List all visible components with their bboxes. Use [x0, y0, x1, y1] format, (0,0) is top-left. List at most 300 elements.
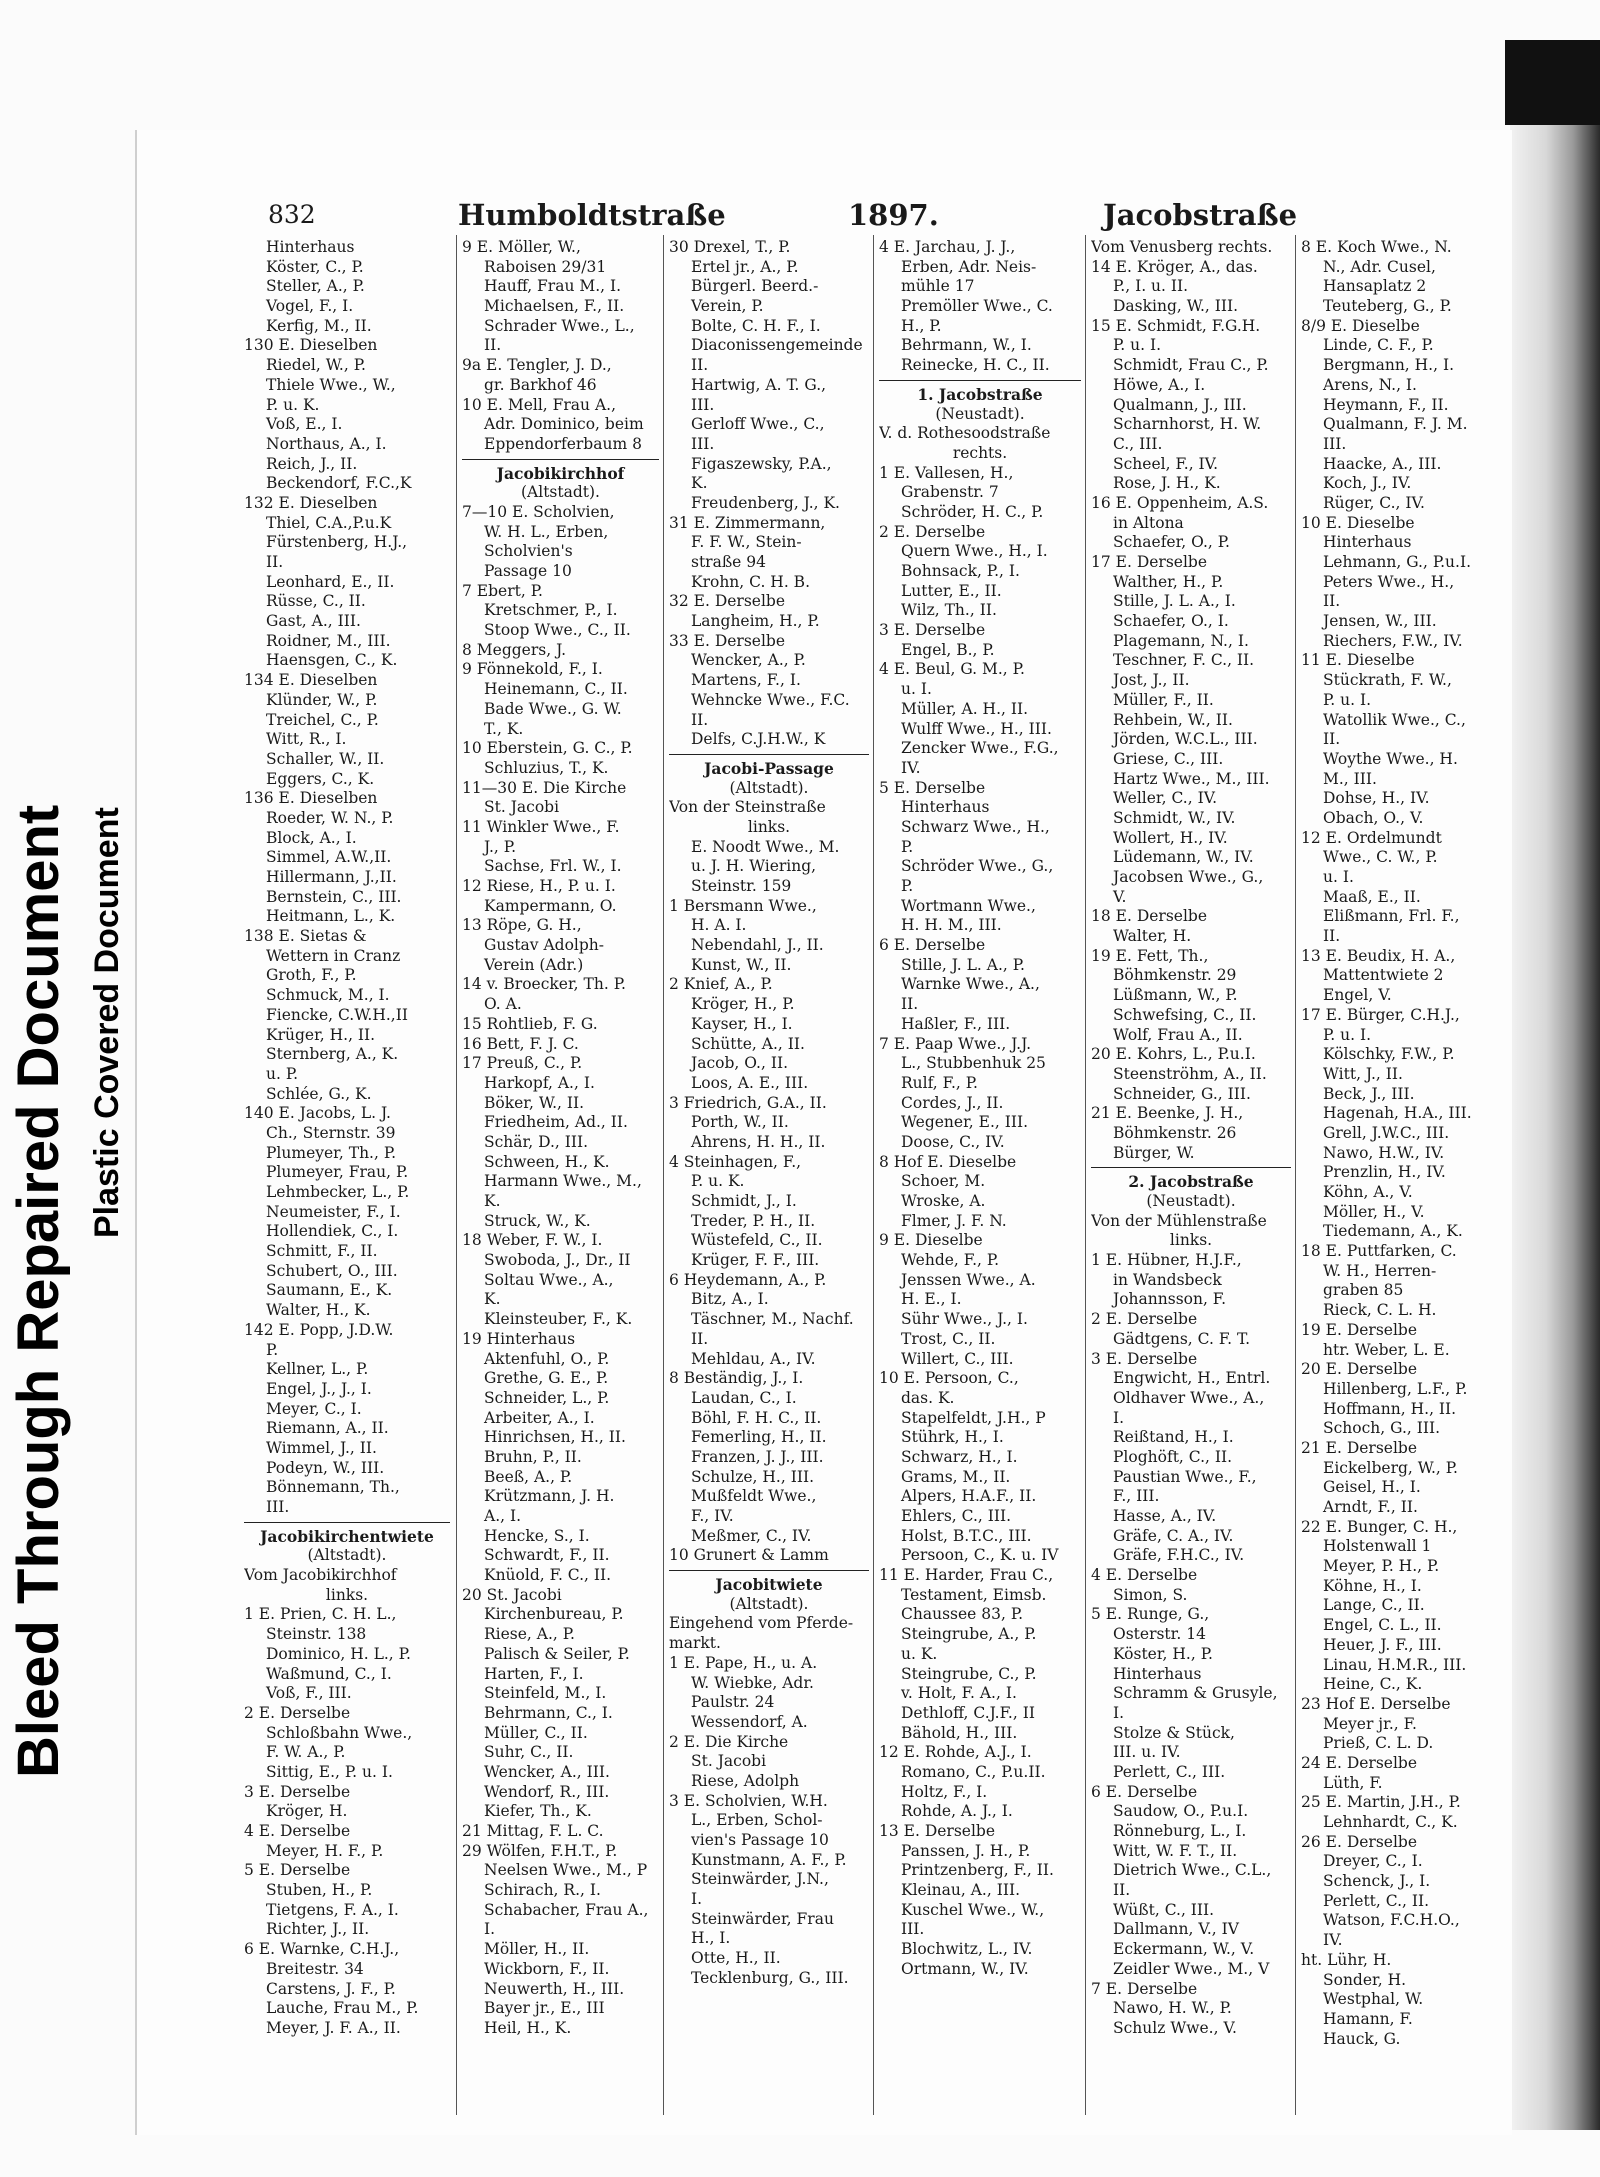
- resident-entry: Köster, C., P.: [266, 257, 364, 276]
- resident-entry: Schmidt, W., IV.: [1113, 808, 1236, 827]
- resident-entry: Watollik Wwe., C.,: [1323, 710, 1466, 729]
- resident-entry: Oldhaver Wwe., A.,: [1113, 1388, 1265, 1407]
- resident-entry: Bernstein, C., III.: [266, 887, 402, 906]
- resident-entry: Peters Wwe., H.,: [1323, 572, 1455, 591]
- resident-entry: Perlett, C., III.: [1113, 1762, 1226, 1781]
- address-entry: 29 Wölfen, F.H.T., P.: [462, 1841, 618, 1860]
- resident-entry: Johannsson, F.: [1113, 1290, 1227, 1309]
- resident-entry: Jensen, W., III.: [1323, 612, 1437, 631]
- resident-entry: I.: [1113, 1408, 1125, 1427]
- book-edge-tab: [1505, 40, 1600, 125]
- resident-entry: Möller, H., V.: [1323, 1202, 1425, 1221]
- address-entry: 20 St. Jacobi: [462, 1585, 562, 1604]
- resident-entry: Hansaplatz 2: [1323, 277, 1427, 296]
- resident-entry: Haßler, F., III.: [901, 1014, 1011, 1033]
- resident-entry: Printzenberg, F., II.: [901, 1861, 1054, 1880]
- resident-entry: Mußfeldt Wwe.,: [691, 1487, 817, 1506]
- resident-entry: Alpers, H.A.F., II.: [901, 1487, 1037, 1506]
- resident-entry: Tietgens, F. A., I.: [266, 1900, 399, 1919]
- resident-entry: Grell, J.W.C., III.: [1323, 1123, 1450, 1142]
- resident-entry: Scharnhorst, H. W.: [1113, 415, 1262, 434]
- resident-entry: Adr. Dominico, beim: [484, 415, 644, 434]
- resident-entry: Teschner, F. C., II.: [1113, 651, 1255, 670]
- resident-entry: Schwardt, F., II.: [484, 1546, 610, 1565]
- address-entry: 134 E. Dieselben: [244, 671, 378, 690]
- resident-entry: Kröger, H., P.: [691, 995, 795, 1014]
- resident-entry: Schrader Wwe., L.,: [484, 316, 635, 335]
- column-rule: [1085, 235, 1086, 2115]
- address-entry: 132 E. Dieselben: [244, 493, 378, 512]
- resident-entry: Schoer, M.: [901, 1172, 986, 1191]
- resident-entry: Lauche, Frau M., P.: [266, 1999, 419, 2018]
- address-entry: 19 E. Fett, Th.,: [1091, 946, 1209, 965]
- address-entry: 15 Rohtlieb, F. G.: [462, 1014, 598, 1033]
- resident-entry: Tiedemann, A., K.: [1323, 1222, 1463, 1241]
- resident-entry: Dasking, W., III.: [1113, 297, 1239, 316]
- resident-entry: Chaussee 83, P.: [901, 1605, 1024, 1624]
- resident-entry: Beck, J., III.: [1323, 1084, 1415, 1103]
- resident-entry: Hinterhaus: [1323, 533, 1412, 552]
- address-entry: 25 E. Martin, J.H., P.: [1301, 1793, 1461, 1812]
- resident-entry: Lehmbecker, L., P.: [266, 1183, 410, 1201]
- resident-entry: Wehncke Wwe., F.C.: [691, 690, 850, 709]
- resident-entry: Willert, C., III.: [901, 1349, 1014, 1368]
- resident-entry: Beeß, A., P.: [484, 1467, 573, 1486]
- resident-entry: Steingrube, A., P.: [901, 1625, 1037, 1644]
- address-entry: ht. Lühr, H.: [1301, 1950, 1392, 1969]
- address-entry: 1 E. Prien, C. H. L.,: [244, 1605, 397, 1624]
- resident-entry: Schaller, W., II.: [266, 749, 385, 768]
- resident-entry: Kröger, H.: [266, 1802, 348, 1821]
- resident-entry: Mehldau, A., IV.: [691, 1349, 816, 1368]
- resident-entry: Saudow, O., P.u.I.: [1113, 1802, 1249, 1821]
- resident-entry: Block, A., I.: [266, 828, 357, 847]
- address-entry: 9a E. Tengler, J. D.,: [462, 356, 612, 375]
- resident-entry: Rehbein, W., II.: [1113, 710, 1233, 729]
- resident-entry: Hasse, A., IV.: [1113, 1507, 1217, 1525]
- right-street-heading: Jacobstraße: [1103, 198, 1298, 232]
- resident-entry: Podeyn, W., III.: [266, 1458, 385, 1477]
- resident-entry: H. H. M., III.: [901, 916, 1002, 935]
- address-entry: 17 E. Bürger, C.H.J.,: [1301, 1005, 1460, 1024]
- section-heading: 2. Jacobstraße: [1128, 1172, 1254, 1192]
- address-entry: 138 E. Sietas &: [244, 927, 367, 946]
- resident-entry: htr. Weber, L. E.: [1323, 1340, 1450, 1359]
- resident-entry: gr. Barkhof 46: [484, 375, 597, 394]
- resident-entry: Schneider, L., P.: [484, 1388, 610, 1407]
- resident-entry: V.: [1113, 887, 1127, 906]
- resident-entry: Kretschmer, P., I.: [484, 601, 618, 620]
- resident-entry: Steinwärder, Frau: [691, 1909, 834, 1928]
- resident-entry: Saumann, E., K.: [266, 1281, 393, 1300]
- resident-entry: Riese, Adolph: [691, 1771, 800, 1790]
- resident-entry: Beckendorf, F.C.,K: [266, 474, 412, 493]
- address-entry: Vom Jacobikirchhof: [244, 1566, 397, 1585]
- resident-entry: Grabenstr. 7: [901, 483, 999, 502]
- resident-entry: Jörden, W.C.L., III.: [1113, 730, 1258, 749]
- resident-entry: Reich, J., II.: [266, 454, 358, 473]
- resident-entry: Neelsen Wwe., M., P: [484, 1861, 648, 1880]
- address-entry: 12 E. Ordelmundt: [1301, 828, 1442, 847]
- resident-entry: P. u. K.: [266, 395, 320, 414]
- resident-entry: Hauff, Frau M., I.: [484, 277, 622, 296]
- section-subheading: links.: [747, 817, 791, 836]
- resident-entry: Eppendorferbaum 8: [484, 434, 642, 453]
- resident-entry: Gast, A., III.: [266, 612, 361, 631]
- resident-entry: O. A.: [484, 995, 522, 1014]
- resident-entry: Dreyer, C., I.: [1323, 1852, 1423, 1871]
- section-subheading: (Altstadt).: [307, 1546, 387, 1565]
- address-entry: 10 Grunert & Lamm: [669, 1546, 829, 1565]
- resident-entry: Groth, F., P.: [266, 966, 357, 985]
- resident-entry: Walther, H., P.: [1113, 572, 1224, 591]
- resident-entry: Laudan, C., I.: [691, 1388, 797, 1407]
- address-entry: 3 E. Scholvien, W.H.: [669, 1791, 828, 1810]
- resident-entry: Böhl, F. H. C., II.: [691, 1408, 822, 1427]
- resident-entry: Schluzius, T., K.: [484, 758, 609, 777]
- resident-entry: Treder, P. H., II.: [691, 1211, 816, 1230]
- resident-entry: II.: [691, 710, 709, 729]
- address-entry: 136 E. Dieselben: [244, 789, 378, 808]
- address-entry: 2 E. Derselbe: [244, 1703, 351, 1722]
- address-entry: 30 Drexel, T., P.: [669, 238, 791, 256]
- address-entry: 3 Friedrich, G.A., II.: [669, 1093, 827, 1112]
- resident-entry: Wüstefeld, C., II.: [691, 1231, 823, 1250]
- resident-entry: Kellner, L., P.: [266, 1360, 369, 1379]
- resident-entry: Witt, R., I.: [266, 730, 347, 749]
- resident-entry: mühle 17: [901, 277, 975, 296]
- address-entry: 11 E. Dieselbe: [1301, 651, 1415, 670]
- resident-entry: I.: [691, 1890, 703, 1909]
- column-rule: [1295, 235, 1296, 2115]
- resident-entry: Schaefer, O., I.: [1113, 612, 1229, 631]
- resident-entry: Jost, J., II.: [1113, 671, 1190, 690]
- resident-entry: Wollert, H., IV.: [1113, 828, 1228, 847]
- resident-entry: Kiefer, Th., K.: [484, 1802, 592, 1821]
- section-subheading: (Altstadt).: [729, 778, 809, 797]
- address-entry: 19 Hinterhaus: [462, 1329, 576, 1348]
- resident-entry: Engel, C. L., II.: [1323, 1616, 1442, 1635]
- resident-entry: Eickelberg, W., P.: [1323, 1458, 1458, 1477]
- resident-entry: Schloßbahn Wwe.,: [266, 1723, 413, 1742]
- resident-entry: Hauck, G.: [1323, 2029, 1401, 2048]
- resident-entry: Wickborn, F., II.: [484, 1959, 610, 1978]
- address-entry: 2 E. Die Kirche: [669, 1732, 789, 1751]
- resident-entry: Jenssen Wwe., A.: [901, 1270, 1036, 1289]
- resident-entry: St. Jacobi: [484, 798, 560, 817]
- resident-entry: Raboisen 29/31: [484, 257, 607, 276]
- resident-entry: H. A. I.: [691, 916, 747, 935]
- resident-entry: Stoop Wwe., C., II.: [484, 621, 631, 640]
- resident-entry: Hillermann, J.,II.: [266, 868, 397, 886]
- resident-entry: F. F. W., Stein-: [691, 533, 802, 552]
- resident-entry: F. W. A., P.: [266, 1743, 346, 1762]
- resident-entry: Meyer jr., F.: [1323, 1714, 1417, 1733]
- resident-entry: Harmann Wwe., M.,: [484, 1172, 642, 1191]
- address-entry: 4 E. Derselbe: [1091, 1566, 1198, 1585]
- resident-entry: P.: [901, 837, 914, 856]
- address-entry: 18 E. Puttfarken, C.: [1301, 1242, 1457, 1261]
- resident-entry: Böker, W., II.: [484, 1093, 585, 1112]
- section-subheading: rechts.: [952, 443, 1008, 462]
- address-entry: Eingehend vom Pferde-: [669, 1614, 854, 1633]
- resident-entry: in Altona: [1113, 513, 1184, 532]
- address-entry: 10 Eberstein, G. C., P.: [462, 739, 633, 758]
- resident-entry: L., Stubbenhuk 25: [901, 1054, 1046, 1073]
- section-subheading: (Altstadt).: [521, 483, 600, 502]
- resident-entry: Osterstr. 14: [1113, 1625, 1206, 1644]
- resident-entry: u. K.: [901, 1644, 938, 1663]
- resident-entry: Quern Wwe., H., I.: [901, 542, 1048, 561]
- resident-entry: Schmitt, F., II.: [266, 1242, 378, 1261]
- resident-entry: Steingrube, C., P.: [901, 1664, 1037, 1683]
- resident-entry: Wolf, Frau A., II.: [1113, 1025, 1243, 1044]
- resident-entry: Schär, D., III.: [484, 1132, 589, 1151]
- resident-entry: Maaß, E., II.: [1323, 887, 1421, 906]
- section-divider: [879, 380, 1081, 381]
- resident-entry: Böhmkenstr. 29: [1113, 966, 1237, 985]
- resident-entry: Steinstr. 138: [266, 1625, 367, 1644]
- resident-entry: Geisel, H., I.: [1323, 1478, 1421, 1497]
- resident-entry: P. u. I.: [1323, 690, 1372, 709]
- resident-entry: H., I.: [691, 1929, 731, 1948]
- address-entry: 26 E. Derselbe: [1301, 1832, 1418, 1851]
- resident-entry: Heine, C., K.: [1323, 1675, 1423, 1694]
- resident-entry: Franzen, J. J., III.: [691, 1447, 824, 1466]
- resident-entry: Heitmann, L., K.: [266, 907, 396, 926]
- address-entry: 3 E. Derselbe: [879, 621, 986, 640]
- resident-entry: Müller, C., II.: [484, 1723, 588, 1742]
- resident-entry: N., Adr. Cusel,: [1323, 257, 1436, 276]
- resident-entry: Köhne, H., I.: [1323, 1576, 1422, 1595]
- resident-entry: Krützmann, J. H.: [484, 1487, 615, 1506]
- resident-entry: Linau, H.M.R., III.: [1323, 1655, 1467, 1674]
- resident-entry: Simon, S.: [1113, 1585, 1188, 1604]
- resident-entry: Gustav Adolph-: [484, 936, 605, 955]
- address-entry: 8/9 E. Dieselbe: [1301, 316, 1420, 335]
- directory-column-2: [462, 238, 659, 2039]
- address-entry: 4 E. Jarchau, J. J.,: [879, 238, 1016, 256]
- resident-entry: Sühr Wwe., J., I.: [901, 1310, 1028, 1329]
- resident-entry: Schmidt, J., I.: [691, 1192, 797, 1210]
- resident-entry: H., P.: [901, 316, 942, 335]
- resident-entry: Grams, M., II.: [901, 1467, 1011, 1486]
- resident-entry: Delfs, C.J.H.W., K: [691, 730, 826, 749]
- address-entry: 23 Hof E. Derselbe: [1301, 1694, 1451, 1713]
- resident-entry: II.: [691, 356, 709, 375]
- address-entry: 17 E. Derselbe: [1091, 553, 1208, 571]
- resident-entry: Bade Wwe., G. W.: [484, 699, 622, 718]
- section-heading: Jacobikirchhof: [496, 463, 625, 483]
- resident-entry: Hartwig, A. T. G.,: [691, 375, 827, 394]
- resident-entry: Müller, F., II.: [1113, 690, 1214, 709]
- resident-entry: Heinemann, C., II.: [484, 680, 628, 699]
- directory-column-3: [669, 238, 869, 1989]
- resident-entry: Stapelfeldt, J.H., P: [901, 1408, 1046, 1427]
- resident-entry: T., K.: [484, 719, 524, 738]
- resident-entry: Carstens, J. F., P.: [266, 1979, 396, 1998]
- resident-entry: II.: [484, 336, 502, 355]
- resident-entry: Eckermann, W., V.: [1113, 1940, 1255, 1959]
- resident-entry: Rohde, A. J., I.: [901, 1802, 1013, 1821]
- resident-entry: Holtz, F., I.: [901, 1782, 988, 1801]
- resident-entry: Fiencke, C.W.H.,II: [266, 1005, 408, 1024]
- resident-entry: Lüßmann, W., P.: [1113, 986, 1238, 1005]
- resident-entry: E. Noodt Wwe., M.: [691, 837, 840, 856]
- resident-entry: Soltau Wwe., A.,: [484, 1270, 614, 1289]
- address-entry: Von der Steinstraße: [669, 798, 826, 817]
- resident-entry: Sachse, Frl. W., I.: [484, 857, 622, 876]
- resident-entry: Wortmann Wwe.,: [901, 896, 1036, 915]
- resident-entry: Hillenberg, L.F., P.: [1323, 1379, 1468, 1398]
- resident-entry: Rieck, C. L. H.: [1323, 1301, 1437, 1320]
- address-entry: Vom Venusberg rechts.: [1091, 238, 1273, 256]
- resident-entry: Perlett, C., II.: [1323, 1891, 1430, 1910]
- resident-entry: W. H., Herren-: [1323, 1261, 1437, 1280]
- resident-entry: Rönneburg, L., I.: [1113, 1822, 1247, 1840]
- resident-entry: Treichel, C., P.: [266, 710, 379, 729]
- year-heading: 1897.: [848, 198, 939, 232]
- resident-entry: Bitz, A., I.: [691, 1290, 769, 1309]
- resident-entry: Meßmer, C., IV.: [691, 1526, 812, 1545]
- resident-entry: Schirach, R., I.: [484, 1881, 601, 1900]
- resident-entry: III.: [901, 1920, 925, 1939]
- resident-entry: Schween, H., K.: [484, 1152, 610, 1171]
- resident-entry: Roeder, W. N., P.: [266, 808, 394, 827]
- resident-entry: Nawo, H. W., P.: [1113, 1999, 1232, 2018]
- resident-entry: Gräfe, C. A., IV.: [1113, 1526, 1234, 1545]
- address-entry: 31 E. Zimmermann,: [669, 513, 826, 532]
- address-entry: 13 Röpe, G. H.,: [462, 916, 582, 935]
- resident-entry: Elißmann, Frl. F.,: [1323, 907, 1460, 926]
- address-entry: 9 E. Dieselbe: [879, 1231, 983, 1250]
- resident-entry: Qualmann, F. J. M.: [1323, 415, 1468, 434]
- section-subheading: links.: [1169, 1231, 1213, 1250]
- resident-entry: Schubert, O., III.: [266, 1261, 398, 1280]
- resident-entry: Obach, O., V.: [1323, 808, 1424, 827]
- resident-entry: Riemann, A., II.: [266, 1419, 389, 1438]
- resident-entry: Wroske, A.: [901, 1192, 986, 1210]
- resident-entry: Bruhn, P., II.: [484, 1447, 582, 1466]
- resident-entry: Kirchenbureau, P.: [484, 1605, 624, 1624]
- resident-entry: St. Jacobi: [691, 1752, 767, 1771]
- address-entry: 1 E. Hübner, H.J.F.,: [1091, 1251, 1242, 1270]
- resident-entry: III. u. IV.: [1113, 1743, 1181, 1762]
- resident-entry: Lange, C., II.: [1323, 1596, 1425, 1615]
- section-subheading: (Altstadt).: [729, 1594, 809, 1613]
- address-entry: 5 E. Runge, G.,: [1091, 1605, 1210, 1624]
- resident-entry: Northaus, A., I.: [266, 434, 387, 453]
- address-entry: 14 v. Broecker, Th. P.: [462, 975, 626, 994]
- resident-entry: Knüold, F. C., II.: [484, 1566, 612, 1585]
- resident-entry: Dohse, H., IV.: [1323, 789, 1430, 808]
- resident-entry: Sittig, E., P. u. I.: [266, 1762, 393, 1781]
- directory-column-1: [244, 238, 450, 2039]
- address-entry: 9 Fönnekold, F., I.: [462, 660, 603, 679]
- resident-entry: Griese, C., III.: [1113, 749, 1224, 768]
- resident-entry: Hencke, S., I.: [484, 1526, 590, 1545]
- resident-entry: IV.: [1323, 1931, 1343, 1950]
- resident-entry: Lehnhardt, C., K.: [1323, 1813, 1458, 1831]
- resident-entry: Kölschky, F.W., P.: [1323, 1045, 1455, 1064]
- resident-entry: Hartz Wwe., M., III.: [1113, 769, 1270, 788]
- resident-entry: Otte, H., II.: [691, 1949, 781, 1968]
- resident-entry: Vogel, F., I.: [266, 297, 354, 316]
- resident-entry: Paustian Wwe., F.,: [1113, 1467, 1257, 1486]
- resident-entry: Erben, Adr. Neis-: [901, 257, 1037, 276]
- resident-entry: Koch, J., IV.: [1323, 474, 1412, 493]
- section-divider: [669, 1570, 869, 1571]
- address-entry: 32 E. Derselbe: [669, 592, 786, 611]
- resident-entry: Behrmann, W., I.: [901, 336, 1032, 355]
- resident-entry: Bohnsack, P., I.: [901, 562, 1020, 580]
- address-entry: 8 Beständig, J., I.: [669, 1369, 804, 1388]
- resident-entry: Behrmann, C., I.: [484, 1703, 613, 1722]
- address-entry: 6 E. Derselbe: [879, 936, 986, 955]
- resident-entry: Persoon, C., K. u. IV: [901, 1546, 1059, 1565]
- address-entry: 6 Heydemann, A., P.: [669, 1270, 827, 1289]
- resident-entry: P.: [901, 877, 914, 895]
- resident-entry: Ehlers, C., III.: [901, 1507, 1012, 1525]
- resident-entry: Reißtand, H., I.: [1113, 1428, 1234, 1447]
- resident-entry: P. u. I.: [1113, 336, 1162, 355]
- resident-entry: Porth, W., II.: [691, 1113, 789, 1132]
- resident-entry: Plumeyer, Th., P.: [266, 1143, 397, 1162]
- resident-entry: Rüger, C., IV.: [1323, 493, 1425, 512]
- address-entry: 2 Knief, A., P.: [669, 975, 773, 994]
- resident-entry: Panssen, J. H., P.: [901, 1841, 1031, 1860]
- resident-entry: Gräfe, F.H.C., IV.: [1113, 1546, 1245, 1565]
- resident-entry: Schröder Wwe., G.,: [901, 857, 1054, 876]
- resident-entry: Tecklenburg, G., III.: [691, 1968, 849, 1987]
- resident-entry: Meyer, P. H., P.: [1323, 1557, 1440, 1576]
- resident-entry: Hinterhaus: [266, 238, 355, 256]
- left-street-heading: Humboldtstraße: [458, 198, 726, 232]
- resident-entry: Bolte, C. H. F., I.: [691, 316, 821, 335]
- resident-entry: Bönnemann, Th.,: [266, 1478, 400, 1497]
- resident-entry: Engel, V.: [1323, 986, 1392, 1005]
- address-entry: 7 E. Paap Wwe., J.J.: [879, 1034, 1032, 1053]
- resident-entry: Suhr, C., II.: [484, 1743, 574, 1762]
- section-subheading: (Neustadt).: [1146, 1192, 1236, 1210]
- address-entry: 4 E. Beul, G. M., P.: [879, 660, 1025, 679]
- resident-entry: Schoch, G., III.: [1323, 1419, 1441, 1438]
- resident-entry: Kleinau, A., III.: [901, 1881, 1020, 1900]
- resident-entry: Fürstenberg, H.J.,: [266, 533, 408, 552]
- resident-entry: Rose, J. H., K.: [1113, 474, 1221, 493]
- resident-entry: III.: [266, 1498, 290, 1516]
- resident-entry: Trost, C., II.: [901, 1329, 996, 1348]
- resident-entry: Sonder, H.: [1323, 1970, 1407, 1989]
- resident-entry: Lüdemann, W., IV.: [1113, 848, 1254, 867]
- address-entry: V. d. Rothesoodstraße: [879, 424, 1051, 443]
- resident-entry: A., I.: [484, 1507, 522, 1525]
- resident-entry: Arbeiter, A., I.: [484, 1408, 595, 1427]
- section-divider: [1091, 1167, 1291, 1168]
- address-entry: 1 E. Vallesen, H.,: [879, 463, 1014, 482]
- resident-entry: K.: [484, 1290, 501, 1309]
- resident-entry: Plumeyer, Frau, P.: [266, 1163, 409, 1182]
- resident-entry: Kayser, H., I.: [691, 1014, 793, 1033]
- resident-entry: Voß, F., III.: [266, 1684, 352, 1703]
- resident-entry: Schenck, J., I.: [1323, 1872, 1431, 1891]
- resident-entry: Neumeister, F., I.: [266, 1202, 401, 1221]
- address-entry: 8 Hof E. Dieselbe: [879, 1152, 1017, 1171]
- resident-entry: Warnke Wwe., A.,: [901, 975, 1040, 994]
- stamp-bleed-through: Bleed Through Repaired Document: [6, 804, 71, 1778]
- resident-entry: P. u. I.: [1323, 1025, 1372, 1044]
- resident-entry: Schabacher, Frau A.,: [484, 1900, 649, 1919]
